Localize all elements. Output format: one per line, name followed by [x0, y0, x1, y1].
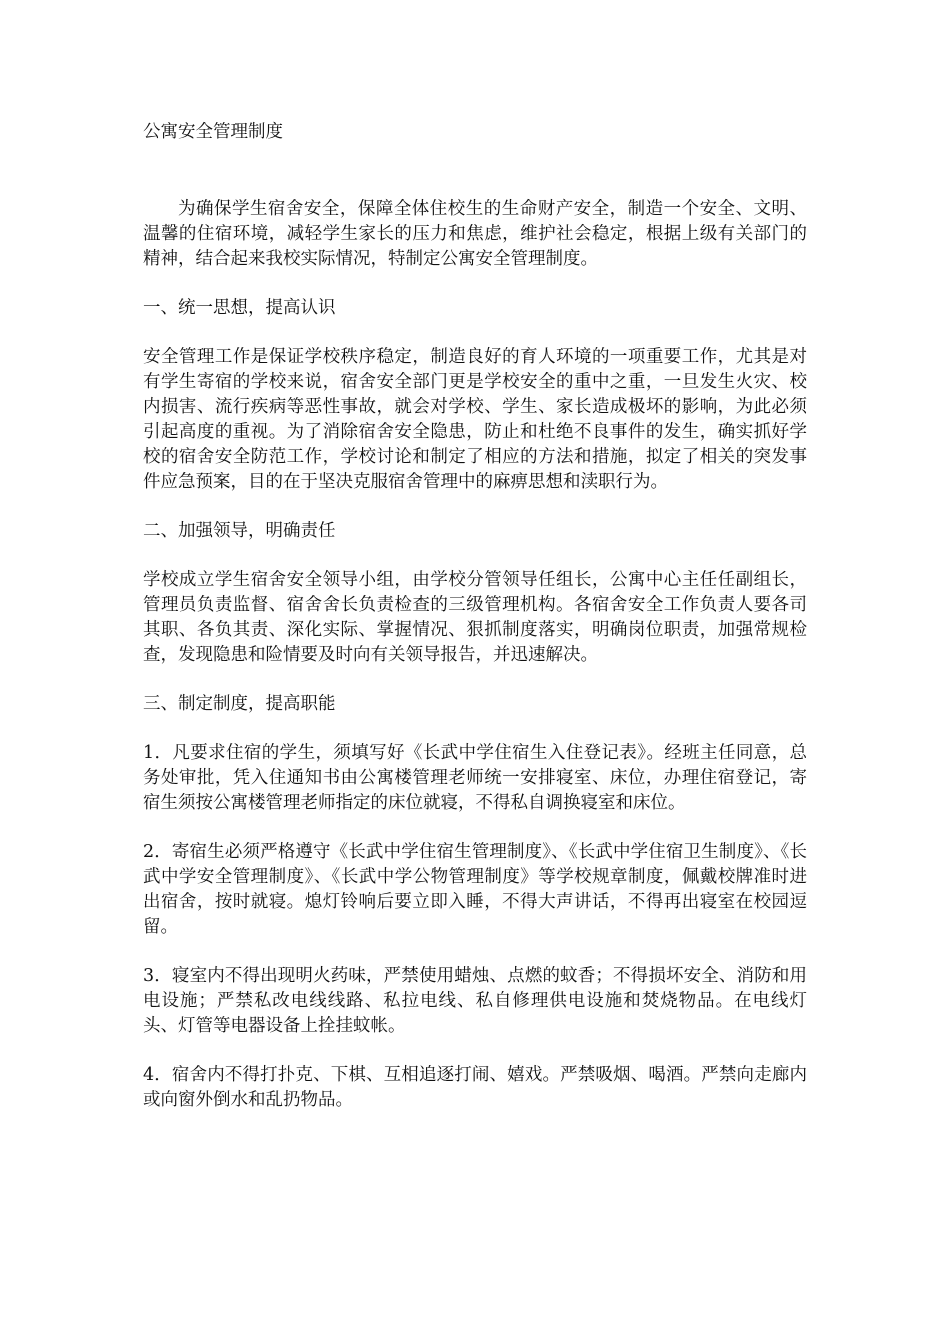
rule-item-1: 1．凡要求住宿的学生，须填写好《长武中学住宿生入住登记表》。经班主任同意，总务处审批，凭入住通知书由公寓楼管理老师统一安排寝室、床位，办理住宿登记，寄宿生须按公寓楼管理老师指定的床位就寝，不得私自调换寝室和床位。 — [143, 743, 807, 813]
rule-item-4: 4．宿舍内不得打扑克、下棋、互相追逐打闹、嬉戏。严禁吸烟、喝酒。严禁向走廊内或向窗外倒水和乱扔物品。 — [143, 1065, 807, 1110]
intro-paragraph: 为确保学生宿舍安全，保障全体住校生的生命财产安全，制造一个安全、文明、温馨的住宿环境，减轻学生家长的压力和焦虑，维护社会稳定，根据上级有关部门的精神，结合起来我校实际情况，特制定公寓安全管理制度。 — [143, 199, 807, 269]
section-body-1: 安全管理工作是保证学校秩序稳定，制造良好的育人环境的一项重要工作，尤其是对有学生寄宿的学校来说，宿舍安全部门更是学校安全的重中之重，一旦发生火灾、校内损害、流行疾病等恶性事故，就会对学校、学生、家长造成极坏的影响，为此必须引起高度的重视。为了消除宿舍安全隐患，防止和杜绝不良事件的发生，确实抓好学校的宿舍安全防范工作，学校讨论和制定了相应的方法和措施，拟定了相关的突发事件应急预案，目的在于坚决克服宿舍管理中的麻痹思想和渎职行为。 — [143, 347, 807, 492]
rule-item-3: 3．寝室内不得出现明火药味，严禁使用蜡烛、点燃的蚊香；不得损坏安全、消防和用电设施；严禁私改电线线路、私拉电线、私自修理供电设施和焚烧物品。在电线灯头、灯管等电器设备上拴挂蚊帐。 — [143, 966, 807, 1036]
document-body — [143, 120, 807, 1137]
rule-item-2: 2．寄宿生必须严格遵守《长武中学住宿生管理制度》、《长武中学住宿卫生制度》、《长武中学安全管理制度》、《长武中学公物管理制度》等学校规章制度，佩戴校牌准时进出宿舍，按时就寝。熄灯铃响后要立即入睡，不得大声讲话，不得再出寝室在校园逗留。 — [143, 842, 807, 937]
section-body-2: 学校成立学生宿舍安全领导小组，由学校分管领导任组长，公寓中心主任任副组长，管理员负责监督、宿舍舍长负责检查的三级管理机构。各宿舍安全工作负责人要各司其职、各负其责、深化实际、掌握情况、狠抓制度落实，明确岗位职责，加强常规检查，发现隐患和险情要及时向有关领导报告，并迅速解决。 — [143, 570, 807, 665]
section-heading-1: 一、统一思想，提高认识 — [143, 298, 336, 318]
section-heading-2: 二、加强领导，明确责任 — [143, 521, 336, 541]
section-heading-3: 三、制定制度，提高职能 — [143, 694, 336, 714]
document-title: 公寓安全管理制度 — [143, 122, 283, 142]
